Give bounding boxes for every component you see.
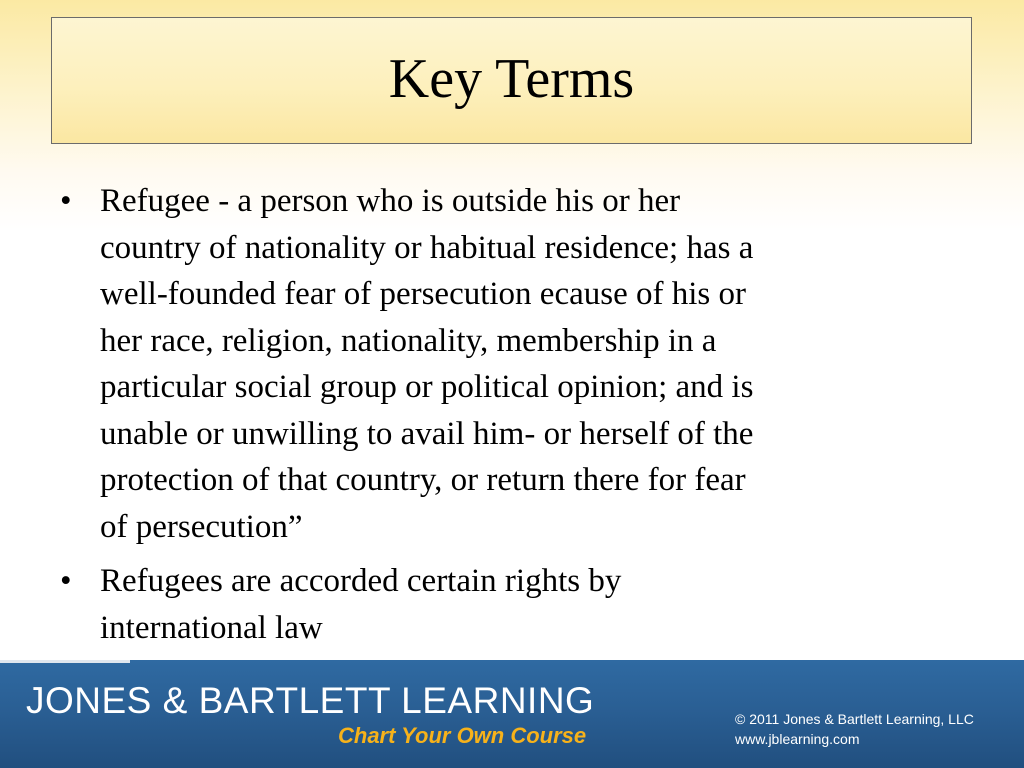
bullet-icon: • [60, 183, 72, 219]
bullet-item-refugee-definition [58, 178, 958, 550]
bullet-text-line: protection of that country, or return there for fear [100, 462, 746, 498]
bullet-text-line: unable or unwilling to avail him- or herself of the [100, 415, 754, 452]
copyright-notice: © 2011 Jones & Bartlett Learning, LLC [735, 711, 974, 727]
footer-divider [0, 660, 130, 663]
bullet-text-line: country of nationality or habitual residence; has a [100, 229, 754, 266]
publisher-website: www.jblearning.com [735, 731, 860, 747]
bullet-text-line: Refugees are accorded certain rights by [100, 563, 622, 599]
bullet-text-line: her race, religion, nationality, membership in a [100, 322, 717, 359]
bullet-text-line: particular social group or political opinion; and is [100, 369, 754, 405]
bullet-text-line: well-founded fear of persecution ecause of his or [100, 276, 746, 312]
bullet-list [58, 178, 958, 659]
publisher-tagline: Chart Your Own Course [338, 723, 587, 748]
bullet-text-line: of persecution” [100, 508, 303, 545]
slide-title: Key Terms [388, 47, 635, 110]
bullet-item-refugee-rights [58, 558, 958, 651]
publisher-footer [0, 660, 1024, 768]
bullet-text-line: international law [100, 609, 323, 646]
bullet-icon: • [60, 563, 72, 599]
bullet-text-line: Refugee - a person who is outside his or her [100, 183, 681, 219]
title-box [51, 17, 972, 144]
publisher-logo-text: JONES & BARTLETT LEARNING [26, 680, 595, 721]
